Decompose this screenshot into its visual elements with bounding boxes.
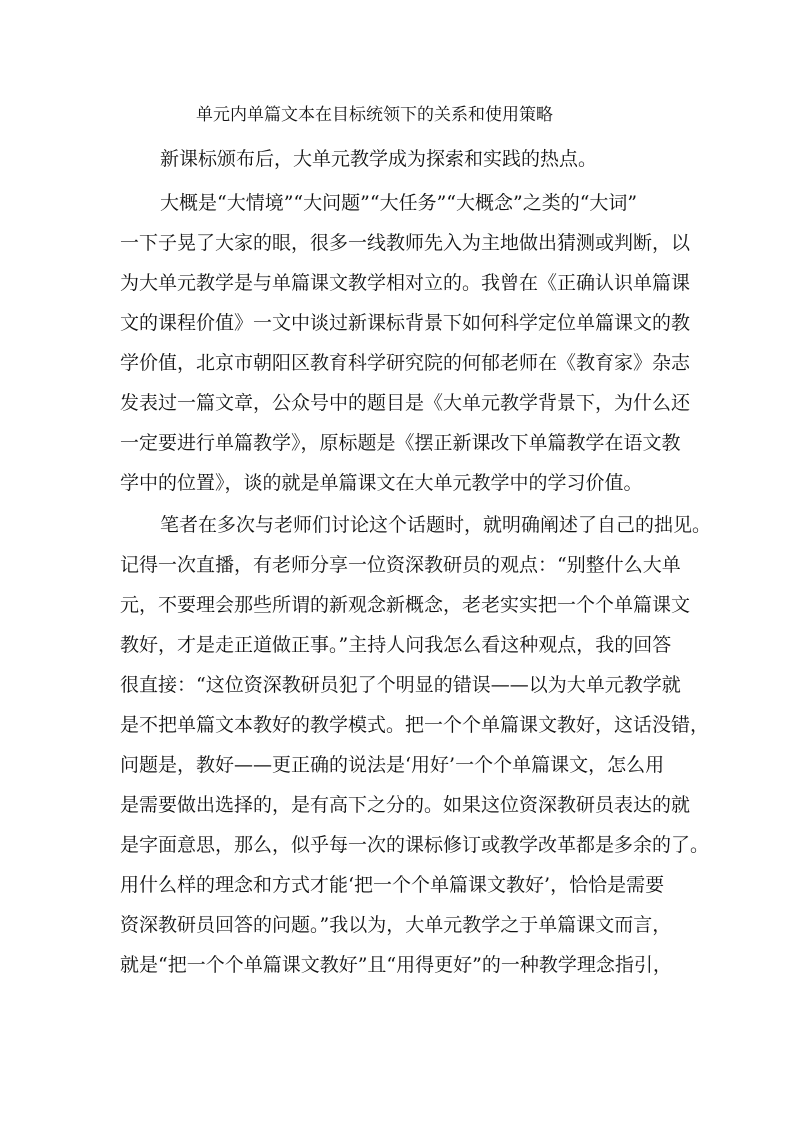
paragraph-2-line-6: 发表过一篇文章，公众号中的题目是《大单元教学背景下，为什么还: [120, 392, 691, 414]
paragraph-2-line-2: 一下子晃了大家的眼，很多一线教师先入为主地做出猜测或判断，以: [120, 232, 691, 254]
paragraph-2-line-5: 学价值，北京市朝阳区教育科学研究院的何郁老师在《教育家》杂志: [120, 352, 691, 374]
paragraph-2-line-7: 一定要进行单篇教学》，原标题是《摆正新课改下单篇教学在语文教: [120, 432, 681, 454]
paragraph-3-line-6: 是不把单篇文本教好的教学模式。把一个个单篇课文教好，这话没错，: [120, 714, 710, 736]
paragraph-3-line-7: 问题是，教好——更正确的说法是‘用好’一个个单篇课文，怎么用: [120, 754, 665, 776]
paragraph-3-line-5: 很直接：“这位资深教研员犯了个明显的错误——以为大单元教学就: [120, 674, 681, 696]
paragraph-3-line-11: 资深教研员回答的问题。”我以为，大单元教学之于单篇课文而言，: [120, 914, 672, 936]
paragraph-3-line-1: 笔者在多次与老师们讨论这个话题时，就明确阐述了自己的拙见。: [160, 514, 712, 536]
paragraph-3-line-12: 就是“把一个个单篇课文教好”且“用得更好”的一种教学理念指引，: [120, 954, 672, 976]
paragraph-3-line-2: 记得一次直播，有老师分享一位资深教研员的观点：“别整什么大单: [120, 554, 681, 576]
paragraph-3-line-3: 元，不要理会那些所谓的新观念新概念，老老实实把一个个单篇课文: [120, 594, 691, 616]
paragraph-3-line-10: 用什么样的理念和方式才能‘把一个个单篇课文教好’，恰恰是需要: [120, 874, 665, 896]
paragraph-2-line-4: 文的课程价值》一文中谈过新课标背景下如何科学定位单篇课文的教: [120, 312, 691, 334]
paragraph-2-line-8: 学中的位置》，谈的就是单篇课文在大单元教学中的学习价值。: [120, 472, 643, 494]
paragraph-3-line-8: 是需要做出选择的，是有高下之分的。如果这位资深教研员表达的就: [120, 794, 691, 816]
paragraph-2-line-1: 大概是“大情境”“大问题”“大任务”“大概念”之类的“大词”: [160, 192, 638, 214]
document-title: 单元内单篇文本在目标统领下的关系和使用策略: [196, 105, 553, 125]
paragraph-3-line-4: 教好，才是走正道做正事。”主持人问我怎么看这种观点，我的回答: [120, 634, 672, 656]
paragraph-3-line-9: 是字面意思，那么，似乎每一次的课标修订或教学改革都是多余的了。: [120, 834, 710, 856]
paragraph-2-line-3: 为大单元教学是与单篇课文教学相对立的。我曾在《正确认识单篇课: [120, 272, 691, 294]
paragraph-1-line-1: 新课标颁布后，大单元教学成为探索和实践的热点。: [160, 148, 598, 170]
